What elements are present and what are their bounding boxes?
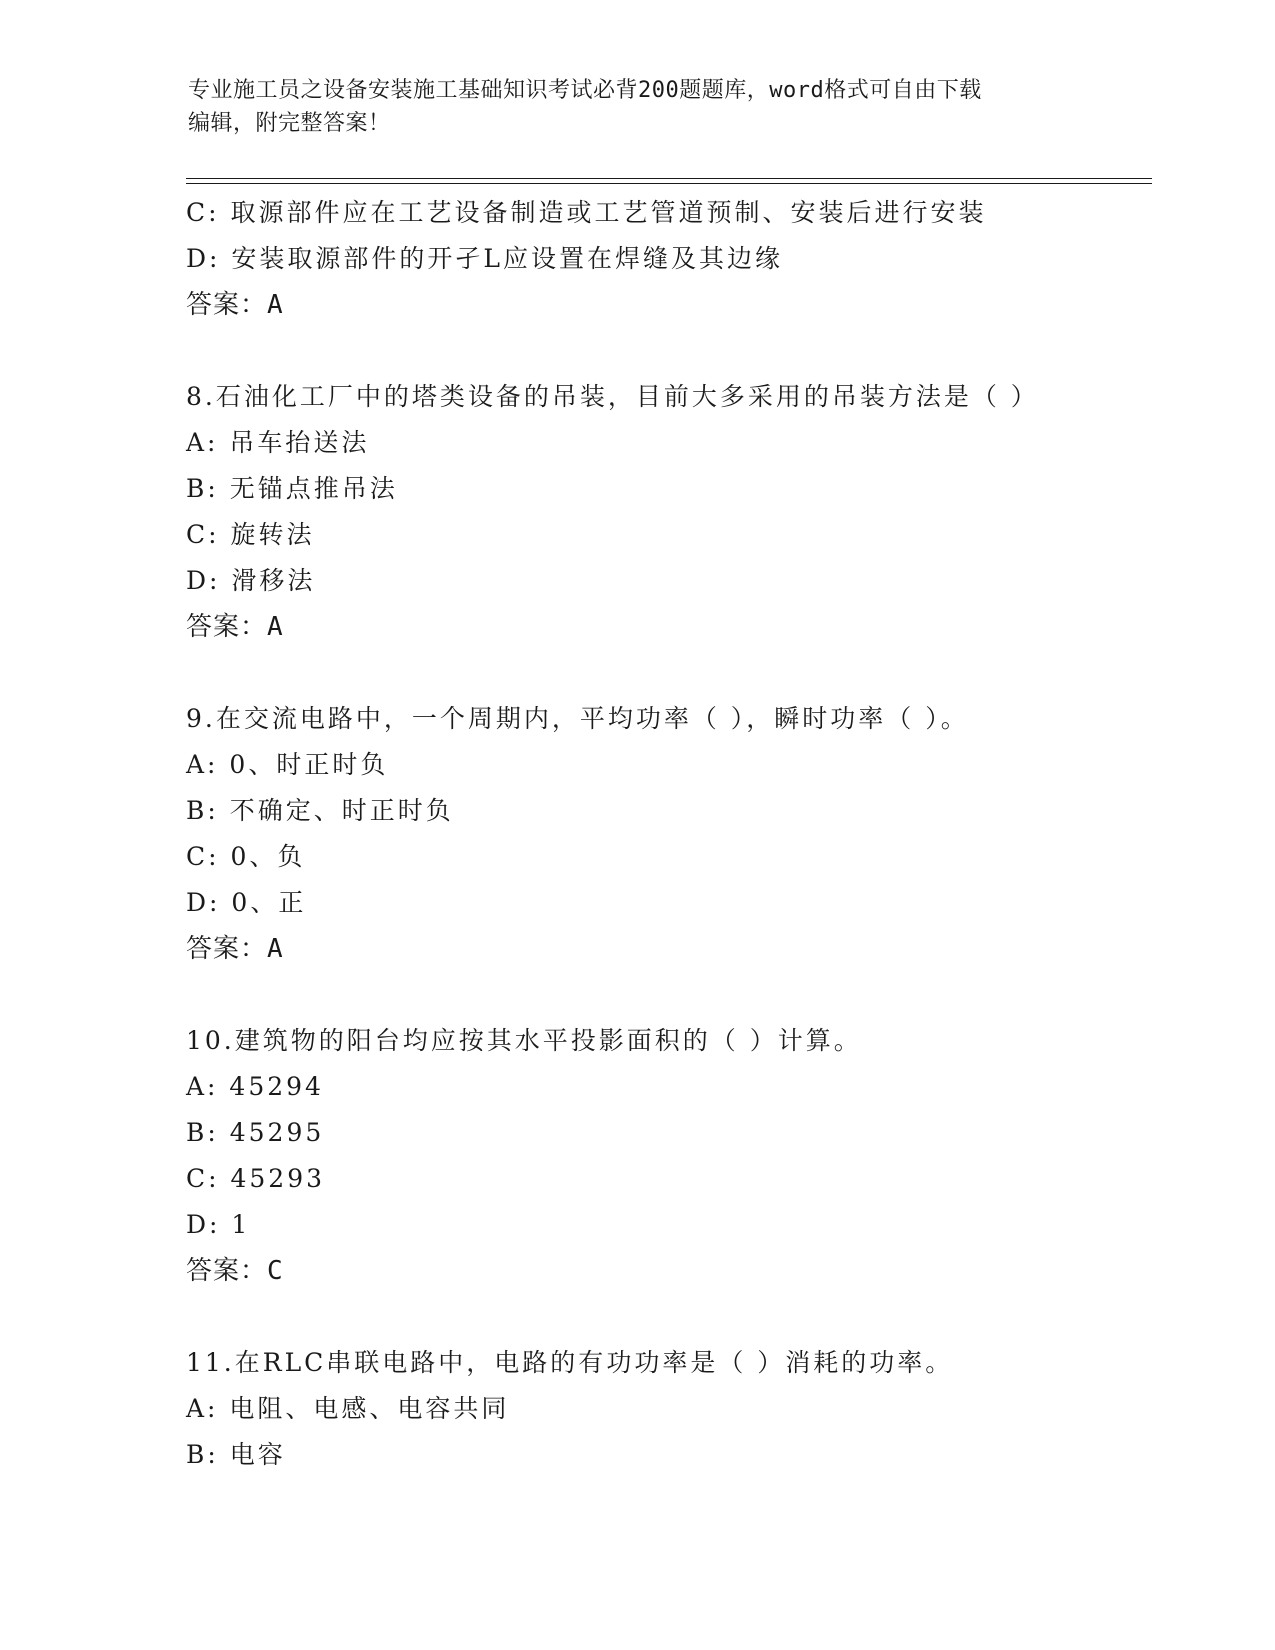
option-c: C: 旋转法	[186, 520, 315, 549]
question-block-8	[186, 374, 1146, 650]
question-text: 9.在交流电路中，一个周期内，平均功率（ ），瞬时功率（ ）。	[186, 704, 969, 733]
answer: 答案：A	[186, 934, 284, 964]
question-block-7	[186, 190, 1146, 328]
spacer	[186, 1294, 1146, 1340]
question-text: 8.石油化工厂中的塔类设备的吊装，目前大多采用的吊装方法是（ ）	[186, 382, 1039, 411]
header-line-1: 专业施工员之设备安装施工基础知识考试必背200题题库，word格式可自由下载	[188, 78, 982, 103]
option-b: B: 电容	[186, 1440, 286, 1469]
option-c: C: 取源部件应在工艺设备制造或工艺管道预制、安装后进行安装	[186, 198, 987, 227]
header-line-2: 编辑，附完整答案！	[188, 111, 391, 136]
answer: 答案：C	[186, 1256, 284, 1286]
option-d: D: 滑移法	[186, 566, 316, 595]
spacer	[186, 650, 1146, 696]
option-a: A: 0、时正时负	[186, 750, 389, 779]
option-b: B: 45295	[186, 1118, 325, 1147]
option-d: D: 1	[186, 1210, 251, 1239]
question-block-10	[186, 1018, 1146, 1294]
option-a: A: 吊车抬送法	[186, 428, 370, 457]
question-block-9	[186, 696, 1146, 972]
spacer	[186, 328, 1146, 374]
spacer	[186, 972, 1146, 1018]
option-d: D: 0、正	[186, 888, 307, 917]
option-a: A: 45294	[186, 1072, 324, 1101]
answer: 答案：A	[186, 612, 284, 642]
option-a: A: 电阻、电感、电容共同	[186, 1394, 510, 1423]
option-b: B: 无锚点推吊法	[186, 474, 398, 503]
question-list	[186, 190, 1146, 1478]
question-text: 10.建筑物的阳台均应按其水平投影面积的（ ）计算。	[186, 1026, 862, 1055]
option-c: C: 0、负	[186, 842, 306, 871]
option-b: B: 不确定、时正时负	[186, 796, 454, 825]
answer: 答案：A	[186, 290, 284, 320]
header-divider	[186, 178, 1152, 184]
document-header	[188, 74, 1088, 140]
question-text: 11.在RLC串联电路中，电路的有功功率是（ ）消耗的功率。	[186, 1348, 954, 1377]
question-block-11	[186, 1340, 1146, 1478]
option-d: D: 安装取源部件的开孑L应设置在焊缝及其边缘	[186, 244, 784, 273]
option-c: C: 45293	[186, 1164, 326, 1193]
